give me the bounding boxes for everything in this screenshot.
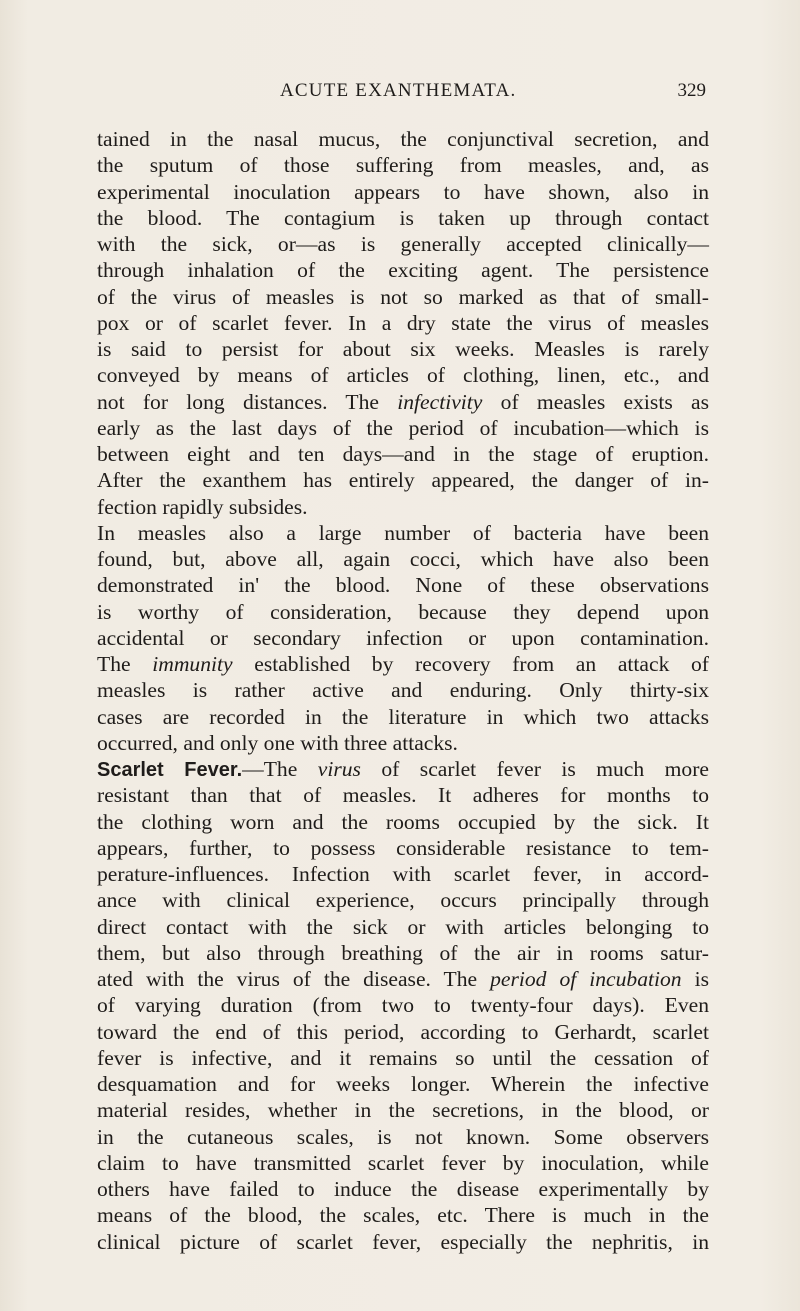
text-line: resistant than that of measles. It adheres for months to xyxy=(97,783,709,808)
text-line: After the exanthem has entirely appeared, the danger of in- xyxy=(97,468,709,493)
text-line: between eight and ten days—and in the stage of eruption. xyxy=(97,442,709,466)
text-line: clinical picture of scarlet fever, especially the nephritis, in xyxy=(97,1229,709,1254)
text-line: desquamation and for weeks longer. Wherein the infective xyxy=(97,1072,709,1096)
text-line: claim to have transmitted scarlet fever by inoculation, while xyxy=(97,1150,709,1175)
section-heading-scarlet-fever: Scarlet Fever. xyxy=(97,759,243,781)
text-line xyxy=(97,756,709,782)
text-line: is worthy of consideration, because they depend upon xyxy=(97,599,709,624)
text-line: found, but, above all, again cocci, which have also been xyxy=(97,547,709,571)
text-line xyxy=(97,389,709,415)
italic-term-period-of-incubation: period of incubation xyxy=(490,967,682,991)
text-line: fever is infective, and it remains so until the cessation of xyxy=(97,1045,709,1070)
text-line: demonstrated in' the blood. None of these observations xyxy=(97,573,709,598)
italic-term-virus: virus xyxy=(317,757,361,781)
text-line: measles is rather active and enduring. Only thirty-six xyxy=(97,678,709,703)
text-line: occurred, and only one with three attacks. xyxy=(97,730,458,755)
text-line: tained in the nasal mucus, the conjunctival secretion, and xyxy=(97,127,709,151)
page-number: 329 xyxy=(677,80,706,101)
text-line: the sputum of those suffering from measles, and, as xyxy=(97,153,709,178)
text-line: of the virus of measles is not so marked as that of small- xyxy=(97,284,709,309)
page-header xyxy=(0,80,800,110)
text-line: In measles also a large number of bacteria have been xyxy=(97,520,709,545)
italic-term-infectivity: infectivity xyxy=(397,389,483,414)
text-line: perature-influences. Infection with scarlet fever, in accord- xyxy=(97,862,709,886)
text-line: material resides, whether in the secretions, in the blood, or xyxy=(97,1098,709,1123)
text-segment: not for long distances. The xyxy=(97,389,398,414)
text-line: of varying duration (from two to twenty-four days). Even xyxy=(97,993,709,1018)
text-line: with the sick, or—as is generally accepted clinically— xyxy=(97,232,709,256)
text-line: direct contact with the sick or with articles belonging to xyxy=(97,914,709,939)
text-segment: is xyxy=(681,967,709,991)
text-segment: established by recovery from an attack of xyxy=(232,652,709,676)
text-line: early as the last days of the period of incubation—which is xyxy=(97,415,709,440)
text-segment: —The xyxy=(242,757,318,781)
text-line: cases are recorded in the literature in which two attacks xyxy=(97,704,709,729)
text-line: them, but also through breathing of the air in rooms satur- xyxy=(97,940,709,965)
text-segment: of scarlet fever is much more xyxy=(360,757,709,781)
text-line: the blood. The contagium is taken up through contact xyxy=(97,205,709,230)
text-line: experimental inoculation appears to have shown, also in xyxy=(97,179,709,204)
text-line: conveyed by means of articles of clothing, linen, etc., and xyxy=(97,363,709,388)
text-line xyxy=(97,651,709,677)
text-line: ance with clinical experience, occurs principally through xyxy=(97,888,709,913)
running-head: ACUTE EXANTHEMATA. xyxy=(280,80,517,101)
text-segment: of measles exists as xyxy=(482,389,709,414)
text-line: fection rapidly subsides. xyxy=(97,494,308,519)
italic-term-immunity: immunity xyxy=(152,652,233,676)
text-segment: ated with the virus of the disease. The xyxy=(97,967,491,991)
body-text xyxy=(97,126,709,1255)
text-line: the clothing worn and the rooms occupied by the sick. It xyxy=(97,809,709,834)
text-line: toward the end of this period, according to Gerhardt, scarlet xyxy=(97,1019,709,1044)
text-line: through inhalation of the exciting agent. The persistence xyxy=(97,258,709,283)
text-segment: The xyxy=(97,652,153,676)
text-line: is said to persist for about six weeks. Measles is rarely xyxy=(97,337,709,361)
text-line: in the cutaneous scales, is not known. Some observers xyxy=(97,1124,709,1149)
text-line: means of the blood, the scales, etc. There is much in the xyxy=(97,1203,709,1228)
text-line: pox or of scarlet fever. In a dry state the virus of measles xyxy=(97,310,709,335)
text-line: others have failed to induce the disease experimentally by xyxy=(97,1177,709,1201)
text-line xyxy=(97,966,709,992)
text-line: appears, further, to possess considerable resistance to tem- xyxy=(97,835,709,860)
text-line: accidental or secondary infection or upon contamination. xyxy=(97,625,709,650)
